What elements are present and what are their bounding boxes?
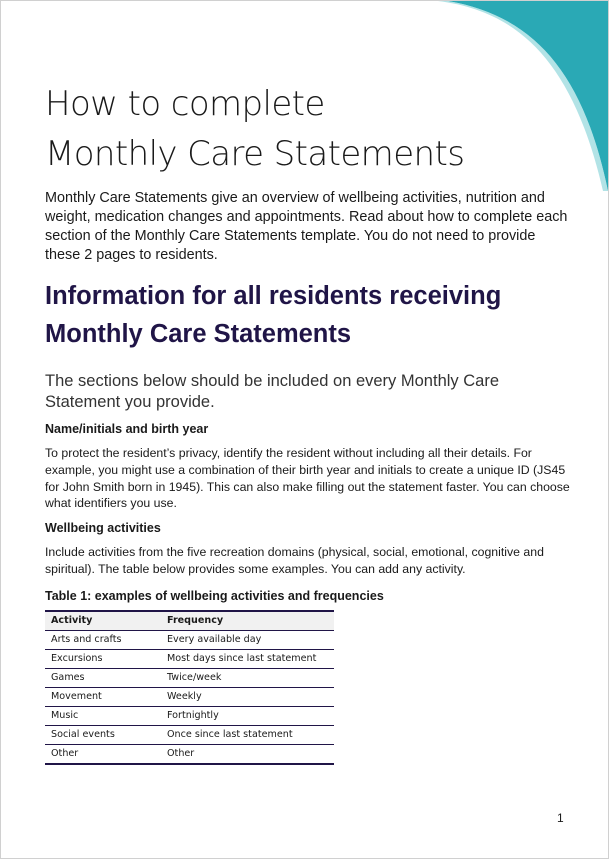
table-row [45,725,334,744]
table-row [45,649,334,668]
section-heading-line-2: Monthly Care Statements [45,320,352,348]
table-header-activity: Activity [51,615,93,627]
table-row [45,706,334,725]
page-content [45,79,570,765]
table-cell-frequency: Every available day [161,630,334,649]
table-row [45,630,334,649]
table-caption: Table 1: examples of wellbeing activities and frequencies [45,588,384,603]
section-heading-line-1: Information for all residents receiving [45,282,502,310]
table-cell-activity: Other [45,744,161,764]
table-header-frequency: Frequency [167,615,224,627]
intro-paragraph: Monthly Care Statements give an overview of wellbeing activities, nutrition and weight, medication changes and appointments. Read about how to complete each section of the Monthly Care Statements template. You do not need to provide these 2 pages to residents. [45,190,568,263]
table-cell-activity: Arts and crafts [45,630,161,649]
section-heading [45,277,570,353]
wellbeing-section-heading: Wellbeing activities [45,521,161,536]
name-section-body: To protect the resident’s privacy, identify the resident without including all their details. For example, you might use a combination of their birth year and initials to create a unique ID (JS45 for John Smith born in 1945). This can also make filling out the statement faster. You can choose what identifiers you use. [45,446,570,511]
table-row [45,744,334,764]
table-cell-frequency: Other [161,744,334,764]
table-cell-activity: Movement [45,687,161,706]
lead-paragraph: The sections below should be included on every Monthly Care Statement you provide. [45,372,500,411]
table-cell-activity: Music [45,706,161,725]
table-cell-activity: Social events [45,725,161,744]
table-row [45,668,334,687]
table-header-row [45,611,334,631]
wellbeing-section-body: Include activities from the five recreation domains (physical, social, emotional, cognitive and spiritual). The table below provides some examples. You can add any activity. [45,545,544,576]
table-cell-frequency: Once since last statement [161,725,334,744]
table-row [45,687,334,706]
table-cell-activity: Games [45,668,161,687]
table-cell-frequency: Twice/week [161,668,334,687]
table-cell-activity: Excursions [45,649,161,668]
table-cell-frequency: Weekly [161,687,334,706]
table-cell-frequency: Most days since last statement [161,649,334,668]
page-title [45,79,570,179]
table-cell-frequency: Fortnightly [161,706,334,725]
title-line-2: Monthly Care Statements [45,134,465,174]
title-line-1: How to complete [45,84,325,124]
activities-table [45,610,334,765]
name-section-heading: Name/initials and birth year [45,422,209,436]
page-number: 1 [557,811,564,825]
